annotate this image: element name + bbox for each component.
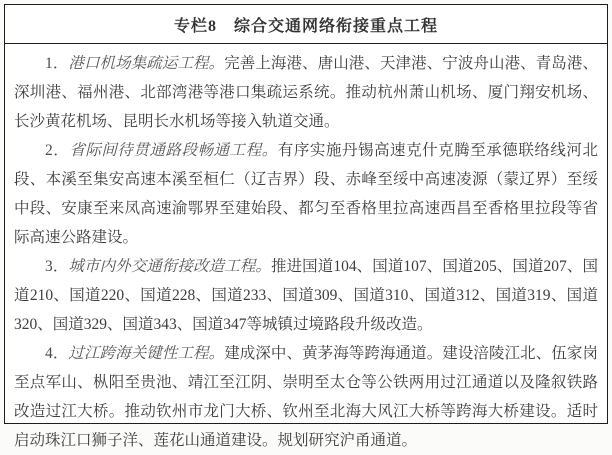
paragraph-3 xyxy=(14,252,598,339)
paragraph-3-text: 推进国道104、国道107、国道205、国道207、国道210、国道220、国道228、国道233、国道309、国道310、国道312、国道319、国道320、国道329、国道343、国道347等城镇过境路段升级改造。 xyxy=(14,258,598,333)
paragraph-1-number: 1． xyxy=(45,55,69,72)
paragraph-2-number: 2． xyxy=(45,142,70,159)
paragraph-4-number: 4． xyxy=(45,345,69,362)
paragraph-4-text: 建成深中、黄茅海等跨海通道。建设涪陵江北、伍家岗至点军山、枞阳至贵池、靖江至江阴、崇明至太仓等公铁两用过江通道以及隆叙铁路改造过江大桥。推动钦州市龙门大桥、钦州至北海大风江大桥等跨海大桥建设。适时启动珠江口狮子洋、莲花山通道建设。规划研究沪甬通道。 xyxy=(14,345,598,449)
paragraph-4 xyxy=(14,339,598,455)
column-panel xyxy=(4,4,608,449)
paragraph-3-number: 3． xyxy=(45,258,69,275)
paragraph-1-heading: 港口机场集疏运工程。 xyxy=(68,55,225,72)
paragraph-2 xyxy=(14,136,598,252)
panel-title: 专栏8 综合交通网络衔接重点工程 xyxy=(5,5,607,44)
paragraph-1-text: 完善上海港、唐山港、天津港、宁波舟山港、青岛港、深圳港、福州港、北部湾港等港口集疏运系统。推动杭州萧山机场、厦门翔安机场、长沙黄花机场、昆明长水机场等接入轨道交通。 xyxy=(14,55,598,130)
paragraph-2-text: 有序实施丹锡高速克什克腾至承德联络线河北段、本溪至集安高速本溪至桓仁（辽吉界）段、赤峰至绥中高速凌源（蒙辽界）至绥中段、安康至来凤高速渝鄂界至建始段、都匀至香格里拉高速西昌至香格里拉段等省际高速公路建设。 xyxy=(14,142,598,246)
paragraph-3-heading: 城市内外交通衔接改造工程。 xyxy=(68,258,271,275)
paragraph-4-heading: 过江跨海关键性工程。 xyxy=(68,345,225,362)
paragraph-1 xyxy=(14,49,598,136)
panel-body xyxy=(5,44,607,455)
paragraph-2-heading: 省际间待贯通路段畅通工程。 xyxy=(69,142,278,159)
